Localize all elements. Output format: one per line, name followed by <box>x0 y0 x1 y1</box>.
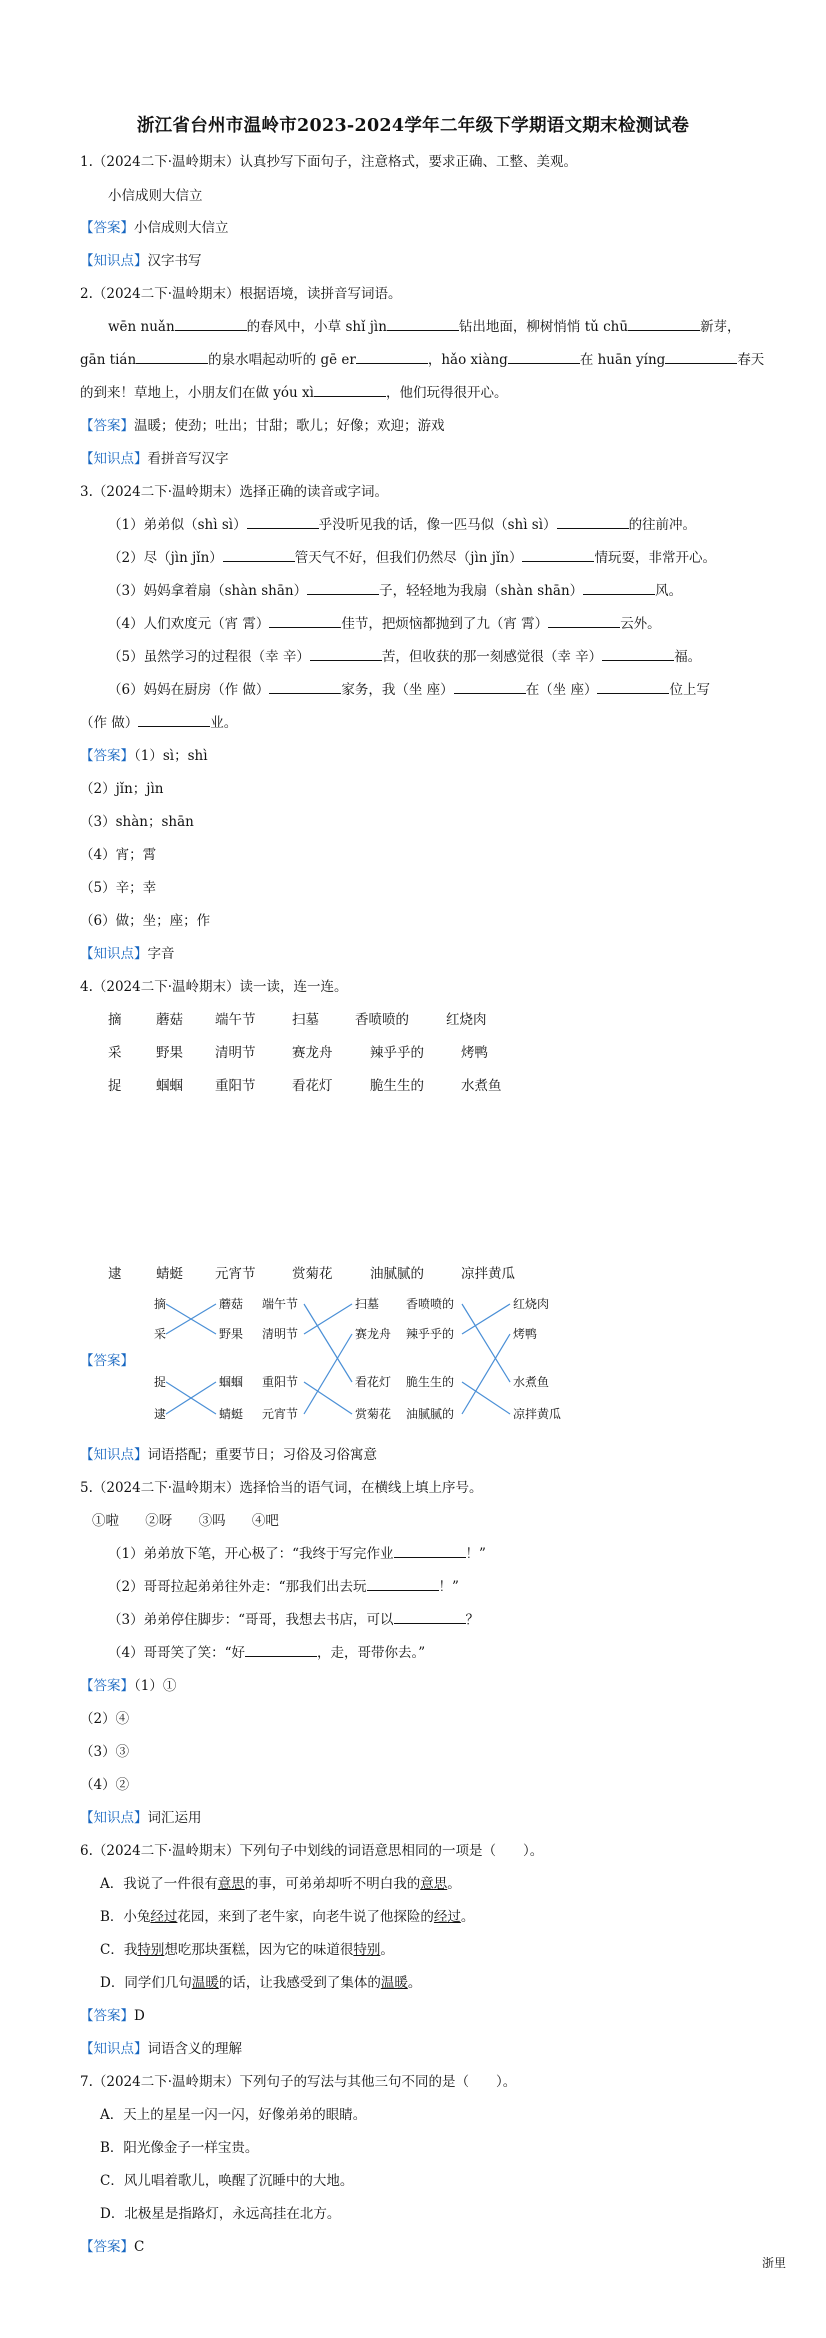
word-cell: 重阳节 <box>215 1078 256 1094</box>
word-cell: 红烧肉 <box>446 1012 487 1028</box>
question-3-item-6-cont: （作 做） 业。 <box>80 715 238 731</box>
match-line <box>462 1382 510 1414</box>
match-word: 香喷喷的 <box>406 1297 455 1311</box>
question-6-point: 【知识点】词语含义的理解 <box>80 2041 242 2057</box>
question-3-stem: 3.（2024二下·温岭期末）选择正确的读音或字词。 <box>80 484 389 500</box>
match-line <box>304 1334 352 1414</box>
question-3-item-2: （2）尽（jìn jǐn） 管天气不好，但我们仍然尽（jìn jǐn） 情玩耍，非常开心。 <box>108 550 716 566</box>
match-word: 蜻蜓 <box>219 1407 244 1421</box>
answer-label: 【答案】 <box>80 220 134 236</box>
question-1-stem: 1.（2024二下·温岭期末）认真抄写下面句子，注意格式，要求正确、工整、美观。 <box>80 154 578 170</box>
match-word: 清明节 <box>262 1327 299 1341</box>
match-word: 辣乎乎的 <box>406 1327 455 1341</box>
question-3-item-3: （3）妈妈拿着扇（shàn shān） 子，轻轻地为我扇（shàn shān） 风。 <box>108 583 683 599</box>
question-1-point: 【知识点】汉字书写 <box>80 253 202 269</box>
match-word: 油腻腻的 <box>406 1407 455 1421</box>
match-word: 水煮鱼 <box>513 1375 550 1389</box>
question-5-answer-3: （3）③ <box>80 1744 130 1760</box>
word-cell: 扫墓 <box>292 1012 319 1028</box>
word-cell: 采 <box>108 1045 122 1061</box>
question-3-item-6: （6）妈妈在厨房（作 做） 家务，我（坐 座） 在（坐 座） 位上写 <box>108 682 710 698</box>
question-5-item-1: （1）弟弟放下笔，开心极了：“我终于写完作业 ！” <box>108 1546 486 1562</box>
question-5-item-4: （4）哥哥笑了笑：“好 ，走，哥带你去。” <box>108 1645 426 1661</box>
word-cell: 香喷喷的 <box>355 1012 409 1028</box>
match-word: 捉 <box>154 1375 167 1389</box>
question-5-item-3: （3）弟弟停住脚步：“哥哥，我想去书店，可以 ？ <box>108 1612 479 1628</box>
question-2-stem: 2.（2024二下·温岭期末）根据语境，读拼音写词语。 <box>80 286 402 302</box>
word-cell: 捉 <box>108 1078 122 1094</box>
question-3-answer-4: （4）宵；霄 <box>80 847 157 863</box>
page-title: 浙江省台州市温岭市2023-2024学年二年级下学期语文期末检测试卷 <box>136 116 690 136</box>
question-3-answer-5: （5）辛；幸 <box>80 880 157 896</box>
match-word: 重阳节 <box>262 1375 299 1389</box>
word-cell: 清明节 <box>215 1045 256 1061</box>
word-cell: 赏菊花 <box>292 1266 333 1282</box>
word-cell: 水煮鱼 <box>461 1078 502 1094</box>
point-label: 【知识点】 <box>80 253 148 269</box>
question-7-option-b: B．阳光像金子一样宝贵。 <box>100 2140 259 2156</box>
match-word: 野果 <box>219 1327 244 1341</box>
question-3-item-5: （5）虽然学习的过程很（幸 辛） 苦，但收获的那一刻感觉很（幸 辛） 福。 <box>108 649 702 665</box>
question-6-option-b: B．小兔经过花园，来到了老牛家，向老牛说了他探险的经过。 <box>100 1909 475 1925</box>
matching-answer-figure <box>144 1296 574 1422</box>
match-word: 摘 <box>154 1297 167 1311</box>
word-cell: 脆生生的 <box>370 1078 424 1094</box>
question-6-option-c: C．我特别想吃那块蛋糕，因为它的味道很特别。 <box>100 1942 394 1958</box>
question-2-line-3: 的到来！草地上，小朋友们在做 yóu xì ，他们玩得很开心。 <box>80 385 508 401</box>
question-6-option-a: A．我说了一件很有意思的事，可弟弟却听不明白我的意思。 <box>100 1876 461 1892</box>
match-word: 烤鸭 <box>513 1327 538 1341</box>
question-5-item-2: （2）哥哥拉起弟弟往外走：“那我们出去玩 ！” <box>108 1579 459 1595</box>
question-6-option-d: D．同学们几句温暖的话，让我感受到了集体的温暖。 <box>100 1975 422 1991</box>
word-cell: 看花灯 <box>292 1078 333 1094</box>
question-2-line-2: gān tián 的泉水唱起动听的 gē er ，hǎo xiàng 在 huān yíng 春天 <box>80 352 765 368</box>
page-footer: 浙里 <box>761 2256 786 2270</box>
word-cell: 端午节 <box>215 1012 256 1028</box>
match-word: 红烧肉 <box>513 1297 550 1311</box>
question-7-option-a: A．天上的星星一闪一闪，好像弟弟的眼睛。 <box>100 2107 367 2123</box>
match-word: 元宵节 <box>262 1407 299 1421</box>
question-4-stem: 4.（2024二下·温岭期末）读一读，连一连。 <box>80 979 348 995</box>
match-line <box>304 1304 352 1334</box>
match-word: 端午节 <box>262 1297 299 1311</box>
match-line <box>462 1304 510 1334</box>
word-cell: 摘 <box>108 1012 122 1028</box>
question-5-answer-2: （2）④ <box>80 1711 130 1727</box>
question-5-stem: 5.（2024二下·温岭期末）选择恰当的语气词，在横线上填上序号。 <box>80 1480 483 1496</box>
word-cell: 蘑菇 <box>156 1012 183 1028</box>
word-cell: 凉拌黄瓜 <box>461 1266 515 1282</box>
question-6-answer: 【答案】D <box>80 2008 145 2024</box>
match-word: 赏菊花 <box>355 1407 392 1421</box>
question-2-line-1: wēn nuǎn 的春风中，小草 shǐ jìn 钻出地面，柳树悄悄 tǔ chū 新芽， <box>108 319 741 335</box>
match-line <box>462 1334 510 1414</box>
match-line <box>462 1304 510 1382</box>
word-cell: 蝈蝈 <box>156 1078 183 1094</box>
question-1-sentence: 小信成则大信立 <box>108 188 203 204</box>
question-4-answer-label: 【答案】 <box>80 1353 134 1369</box>
question-5-options: ①啦 ②呀 ③吗 ④吧 <box>92 1513 279 1529</box>
word-cell: 油腻腻的 <box>370 1266 424 1282</box>
match-line <box>304 1382 352 1414</box>
question-3-answer-3: （3）shàn；shān <box>80 814 194 830</box>
match-word: 凉拌黄瓜 <box>513 1407 562 1421</box>
match-word: 看花灯 <box>355 1375 392 1389</box>
match-word: 扫墓 <box>355 1297 380 1311</box>
question-3-item-1: （1）弟弟似（shì sì） 乎没听见我的话，像一匹马似（shì sì） 的往前冲。 <box>108 517 697 533</box>
question-3-answer-6: （6）做；坐；座；作 <box>80 913 211 929</box>
question-7-stem: 7.（2024二下·温岭期末）下列句子的写法与其他三句不同的是（ ）。 <box>80 2074 517 2090</box>
question-6-stem: 6.（2024二下·温岭期末）下列句子中划线的词语意思相同的一项是（ ）。 <box>80 1843 544 1859</box>
question-2-point: 【知识点】看拼音写汉字 <box>80 451 229 467</box>
question-7-option-d: D．北极星是指路灯，永远高挂在北方。 <box>100 2206 341 2222</box>
word-cell: 蜻蜓 <box>156 1266 183 1282</box>
question-3-answer-2: （2）jǐn；jìn <box>80 781 164 797</box>
word-cell: 逮 <box>108 1266 122 1282</box>
question-5-point: 【知识点】词汇运用 <box>80 1810 202 1826</box>
word-cell: 烤鸭 <box>461 1045 488 1061</box>
question-5-answer-1: 【答案】（1）① <box>80 1678 177 1694</box>
word-cell: 赛龙舟 <box>292 1045 333 1061</box>
question-7-option-c: C．风儿唱着歌儿，唤醒了沉睡中的大地。 <box>100 2173 354 2189</box>
question-3-item-4: （4）人们欢度元（宵 霄） 佳节，把烦恼都抛到了九（宵 霄） 云外。 <box>108 616 661 632</box>
question-5-answer-4: （4）② <box>80 1777 130 1793</box>
match-word: 逮 <box>154 1407 167 1421</box>
word-cell: 元宵节 <box>215 1266 256 1282</box>
match-word: 蝈蝈 <box>219 1375 244 1389</box>
match-word: 脆生生的 <box>406 1375 455 1389</box>
word-cell: 野果 <box>156 1045 183 1061</box>
question-3-point: 【知识点】字音 <box>80 946 175 962</box>
match-word: 采 <box>154 1327 167 1341</box>
match-word: 蘑菇 <box>219 1297 244 1311</box>
word-cell: 辣乎乎的 <box>370 1045 424 1061</box>
match-word: 赛龙舟 <box>355 1327 392 1341</box>
question-4-point: 【知识点】词语搭配；重要节日；习俗及习俗寓意 <box>80 1447 377 1463</box>
question-7-answer: 【答案】C <box>80 2239 145 2255</box>
question-2-answer: 【答案】温暖；使劲；吐出；甘甜；歌儿；好像；欢迎；游戏 <box>80 418 445 434</box>
match-line <box>304 1304 352 1382</box>
question-1-answer: 【答案】小信成则大信立 <box>80 220 229 236</box>
question-3-answer-1: 【答案】（1）sì；shì <box>80 748 208 764</box>
